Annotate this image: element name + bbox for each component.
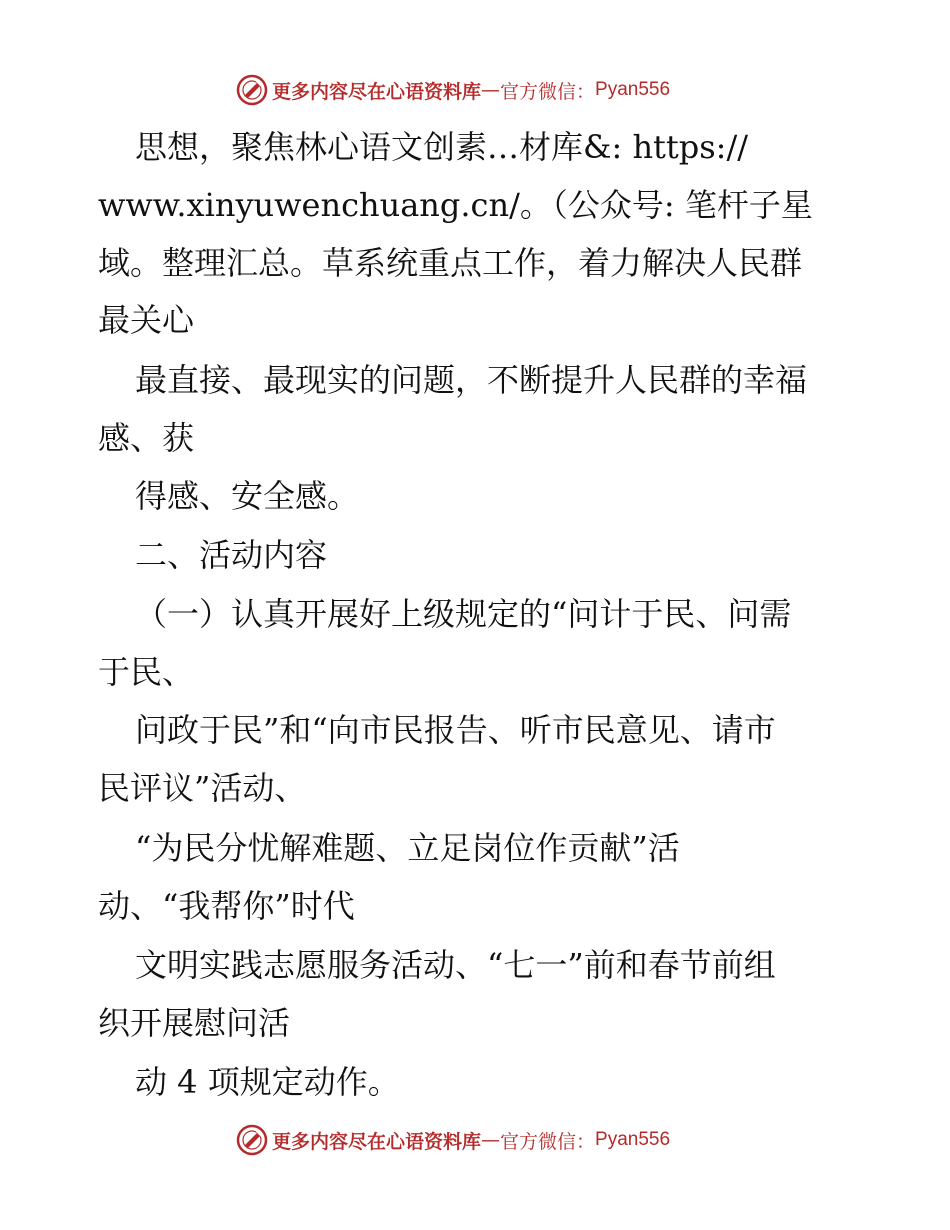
body-line: 文明实践志愿服务活动、“七一”前和春节前组 [135, 946, 776, 984]
banner-wechat-id: Pyan556 [595, 1129, 671, 1150]
banner-brand-text: 更多内容尽在心语资料库 [272, 80, 482, 103]
body-line: 域。整理汇总。草系统重点工作，着力解决人民群 [98, 244, 803, 282]
body-line: www.xinyuwenchuang.cn/。（公众号: 笔杆子星 [98, 186, 813, 224]
banner-wechat-id: Pyan556 [595, 79, 671, 100]
body-line: 最直接、最现实的问题，不断提升人民群的幸福 [135, 361, 808, 399]
banner-separator: — [481, 79, 501, 101]
body-line: 得感、安全感。 [135, 477, 360, 515]
body-line: （一）认真开展好上级规定的“问计于民、问需 [135, 595, 792, 633]
body-line: 最关心 [98, 301, 195, 339]
body-line: 织开展慰问活 [98, 1004, 291, 1042]
body-line: 问政于民”和“向市民报告、听市民意见、请市 [135, 711, 776, 749]
banner-wechat-label: 官方微信： [500, 1130, 596, 1153]
body-line: 思想，聚焦林心语文创素…材库&: https:// [135, 128, 749, 166]
banner-separator: — [481, 1129, 501, 1151]
body-line: 于民、 [98, 653, 195, 691]
banner-brand-text: 更多内容尽在心语资料库 [272, 1130, 482, 1153]
body-line: 感、获 [98, 419, 195, 457]
body-line: “为民分忧解难题、立足岗位作贡献”活 [135, 829, 680, 867]
banner-wechat-label: 官方微信： [500, 80, 596, 103]
circular-seal-logo-icon [236, 1124, 268, 1156]
body-line: 民评议”活动、 [98, 769, 307, 807]
body-line: 动、“我帮你”时代 [98, 887, 355, 925]
body-line: 动 4 项规定动作。 [135, 1063, 400, 1101]
section-heading: 二、活动内容 [135, 536, 328, 574]
footer-banner [236, 1122, 670, 1158]
